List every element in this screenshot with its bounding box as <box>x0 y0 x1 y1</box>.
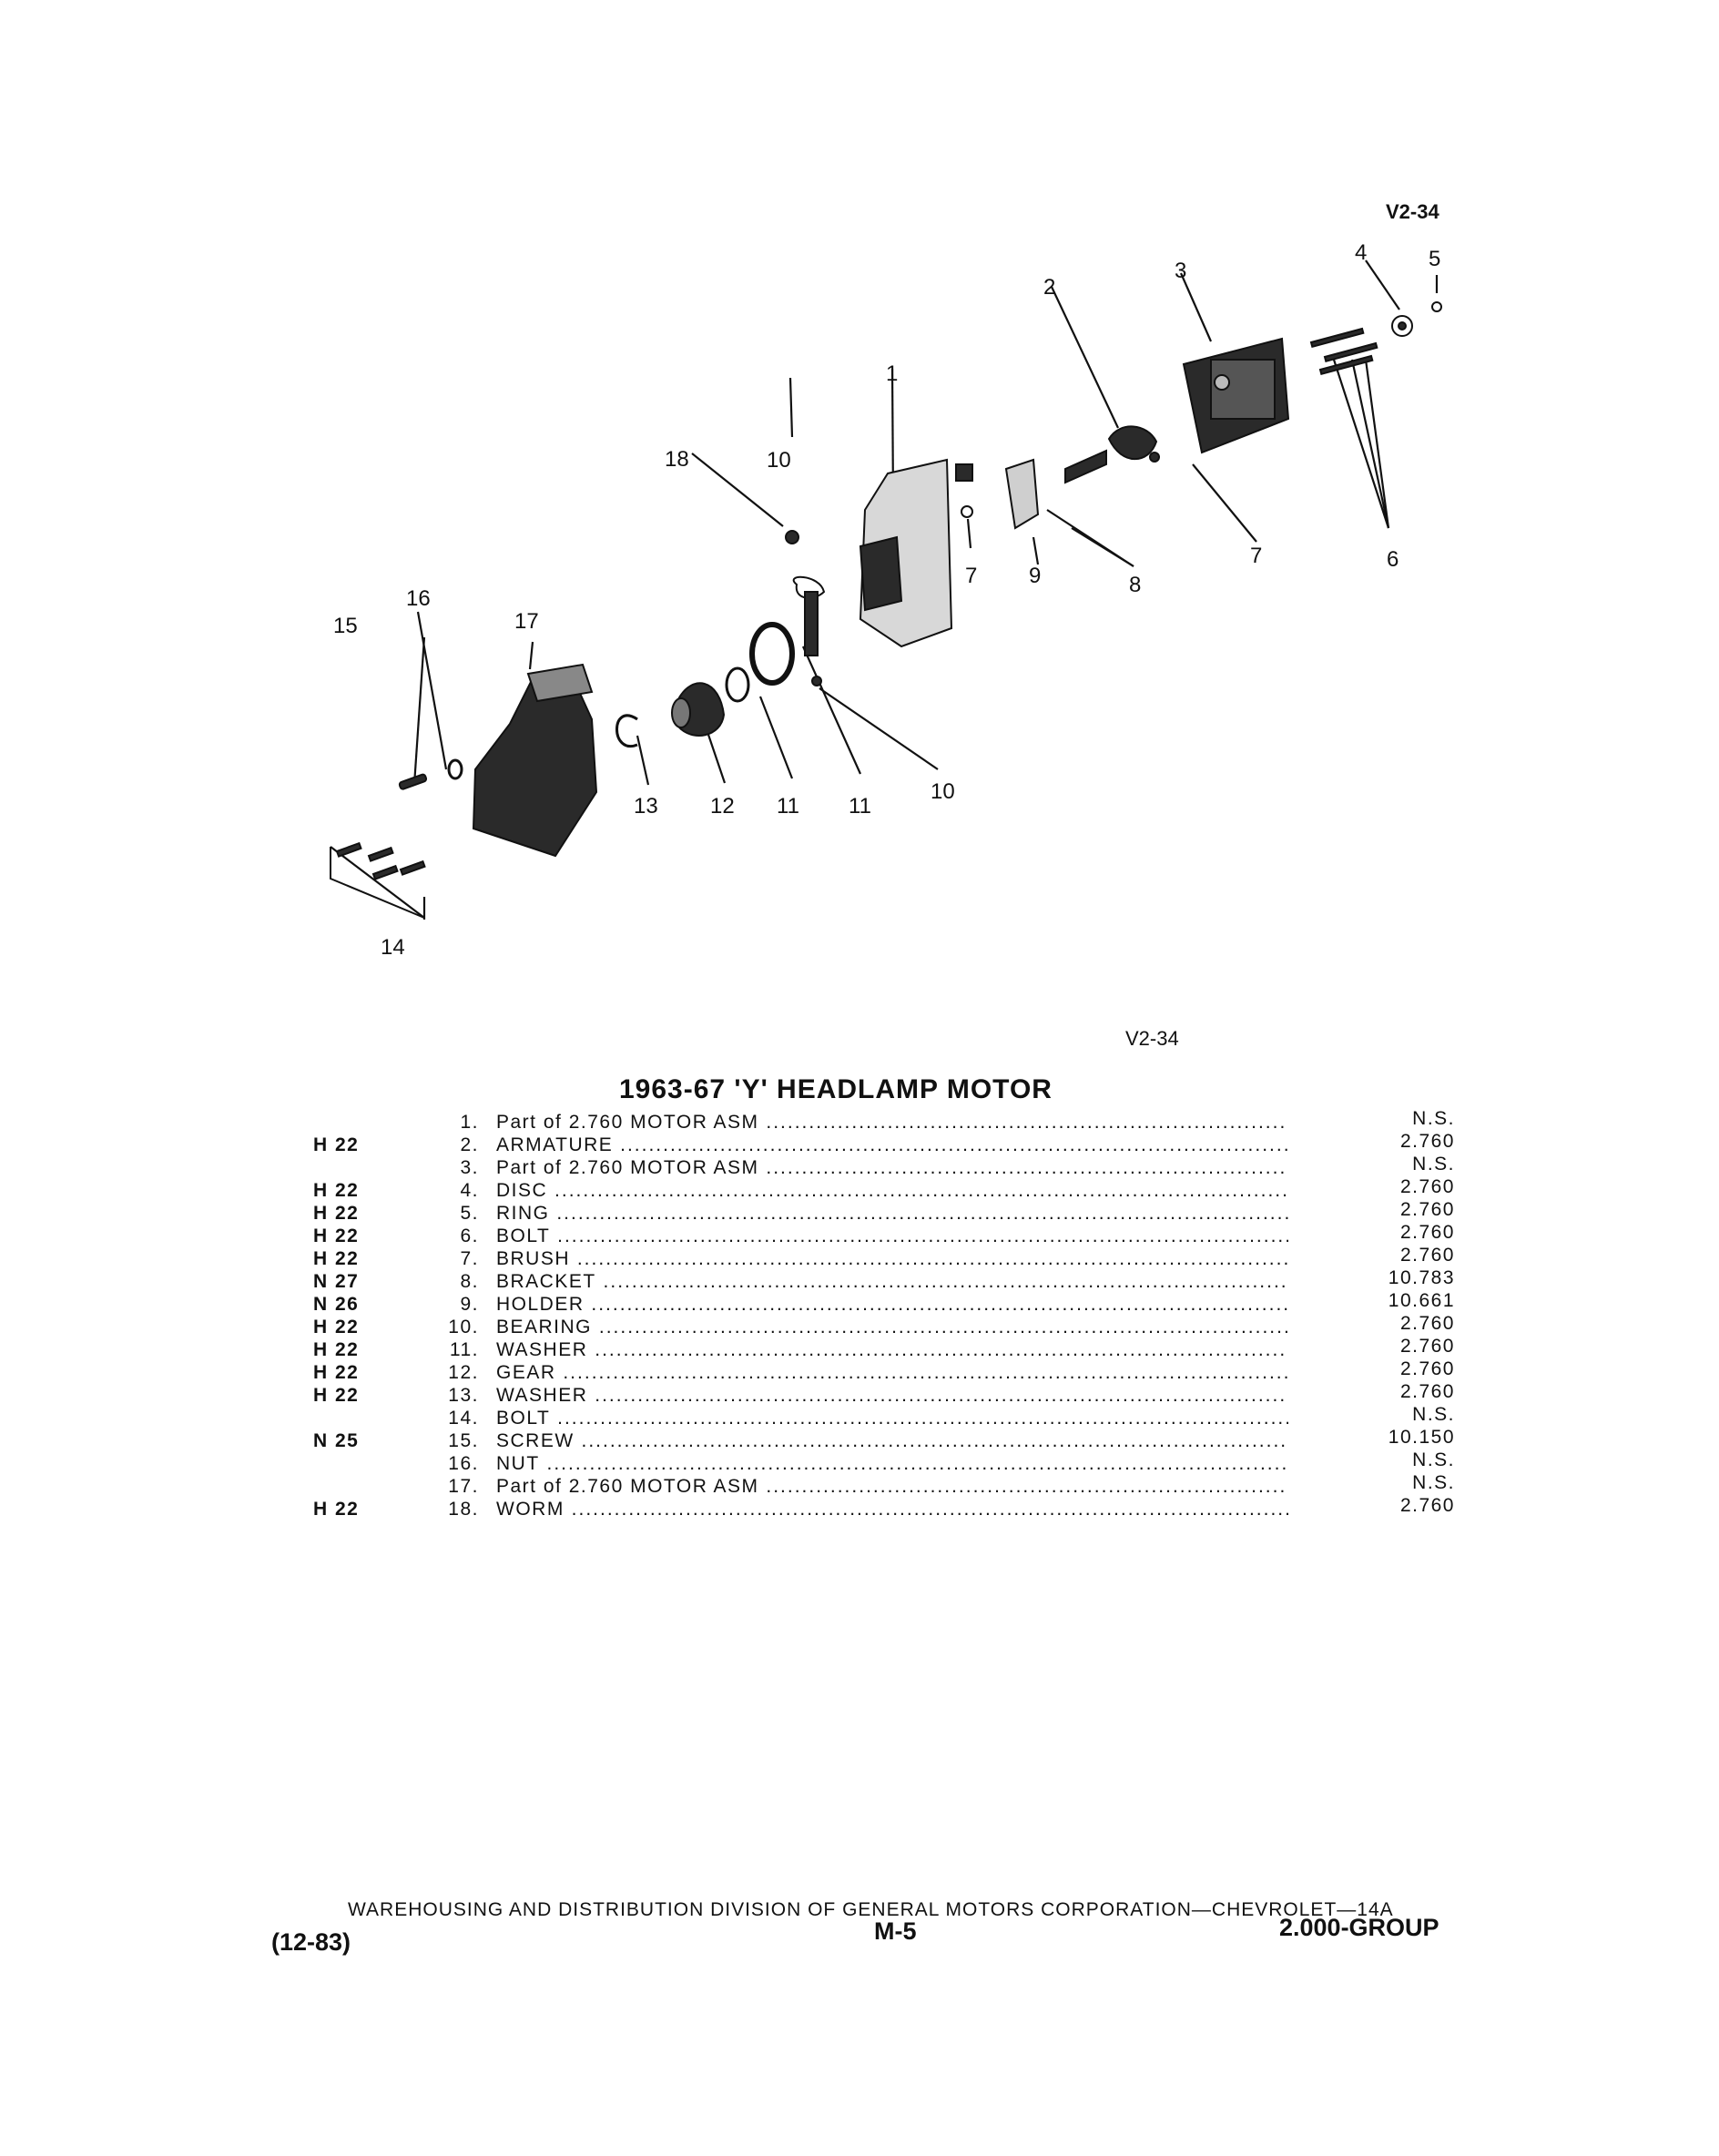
list-item: H 22 5. RING ..... 2.760 <box>0 1203 1719 1226</box>
footer-date: (12-83) <box>271 1928 351 1956</box>
callout-13: 13 <box>634 794 658 819</box>
callout-6: 6 <box>1387 547 1399 572</box>
callout-2: 2 <box>1043 275 1056 300</box>
list-item: H 22 11. WASHER ..... 2.760 <box>0 1339 1719 1363</box>
list-item: H 22 12. GEAR ..... 2.760 <box>0 1362 1719 1386</box>
list-item: H 22 7. BRUSH ..... 2.760 <box>0 1248 1719 1272</box>
callout-3: 3 <box>1175 259 1187 283</box>
list-item: 17. Part of 2.760 MOTOR ASM ..... N.S. <box>0 1476 1719 1500</box>
list-item: N 26 9. HOLDER ..... 10.661 <box>0 1294 1719 1317</box>
list-item: 14. BOLT ..... N.S. <box>0 1408 1719 1431</box>
list-item: H 22 2. ARMATURE ..... 2.760 <box>0 1134 1719 1158</box>
figure-code-top: V2-34 <box>1386 200 1439 223</box>
list-item: 16. NUT ..... N.S. <box>0 1453 1719 1477</box>
callout-10b: 10 <box>931 779 955 804</box>
list-item: H 22 4. DISC ..... 2.760 <box>0 1180 1719 1204</box>
callout-7b: 7 <box>1250 544 1263 568</box>
callout-1: 1 <box>886 361 899 386</box>
list-item: 1. Part of 2.760 MOTOR ASM ..... N.S. <box>0 1112 1719 1135</box>
callout-11b: 11 <box>849 794 871 819</box>
footer-division: WAREHOUSING AND DISTRIBUTION DIVISION OF GENERAL MOTORS CORPORATION—CHEVROLET—14A <box>348 1899 1394 1920</box>
callout-9: 9 <box>1029 564 1042 588</box>
callout-11: 11 <box>777 794 799 819</box>
list-item: H 22 18. WORM ..... 2.760 <box>0 1499 1719 1522</box>
callout-5: 5 <box>1429 247 1441 271</box>
callout-7: 7 <box>965 564 978 588</box>
footer-page: M-5 <box>874 1917 917 1945</box>
list-item: H 22 13. WASHER ..... 2.760 <box>0 1385 1719 1409</box>
callout-10: 10 <box>767 448 791 473</box>
figure-code-bottom: V2-34 <box>1125 1027 1179 1050</box>
callout-18: 18 <box>665 447 689 472</box>
callout-14: 14 <box>381 935 405 960</box>
list-item: N 27 8. BRACKET ..... 10.783 <box>0 1271 1719 1295</box>
list-item: 3. Part of 2.760 MOTOR ASM ..... N.S. <box>0 1157 1719 1181</box>
callout-16: 16 <box>406 586 431 611</box>
callout-8: 8 <box>1129 573 1142 597</box>
callout-12: 12 <box>710 794 735 819</box>
callout-17: 17 <box>514 609 539 634</box>
list-item: H 22 10. BEARING ..... 2.760 <box>0 1317 1719 1340</box>
footer-group: 2.000-GROUP <box>1279 1914 1439 1941</box>
callout-15: 15 <box>333 614 358 638</box>
exploded-view-diagram <box>0 0 1719 965</box>
page-title: 1963-67 'Y' HEADLAMP MOTOR <box>619 1074 1053 1104</box>
callout-4: 4 <box>1355 240 1368 265</box>
list-item: N 25 15. SCREW ..... 10.150 <box>0 1430 1719 1454</box>
list-item: H 22 6. BOLT ..... 2.760 <box>0 1225 1719 1249</box>
